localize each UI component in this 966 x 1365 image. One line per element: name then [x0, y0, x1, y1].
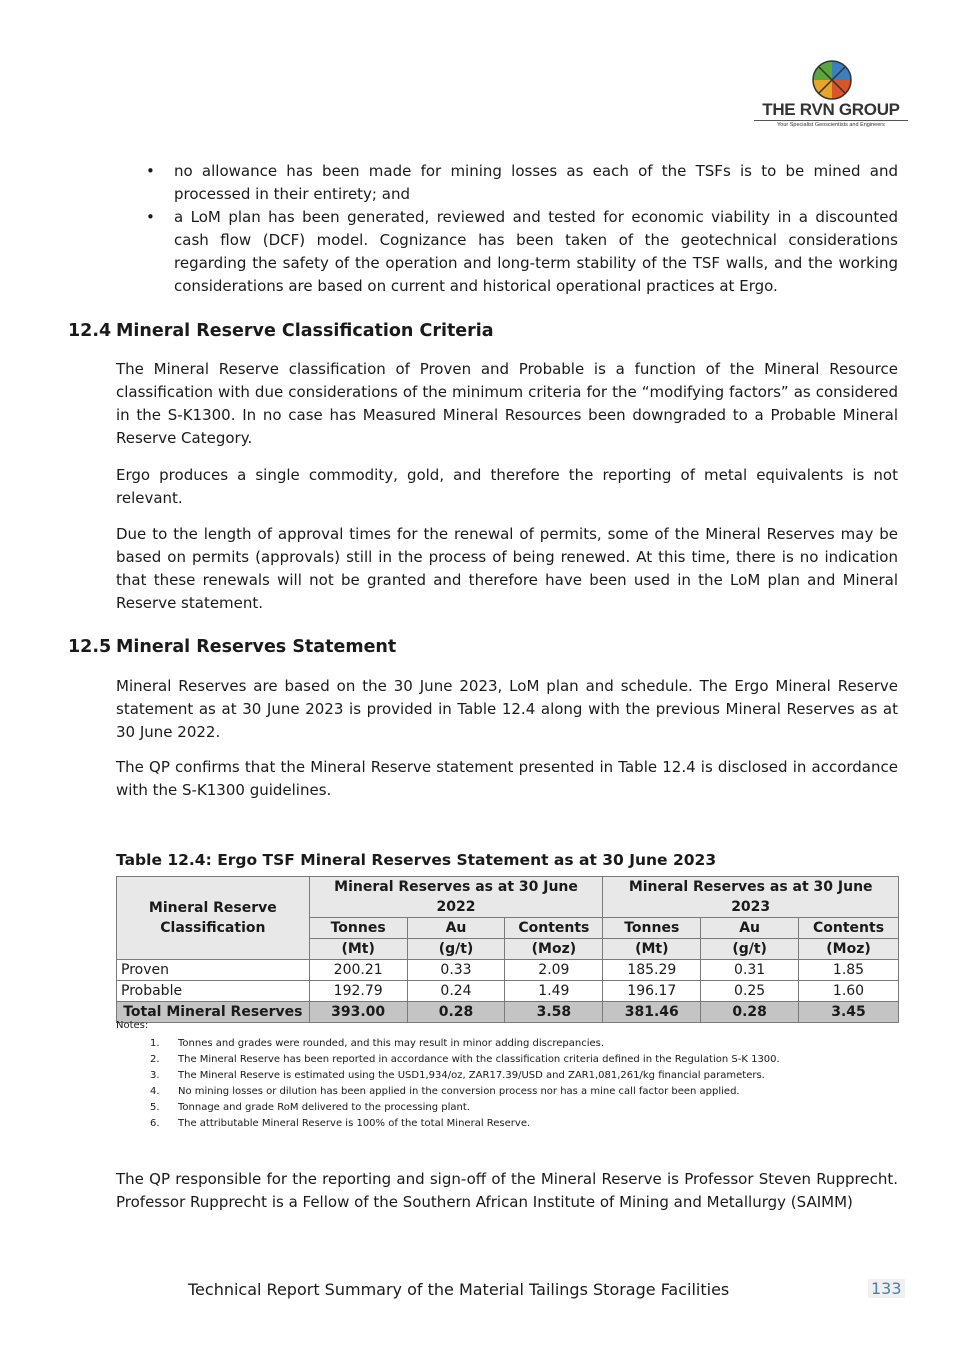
row-label: Proven [117, 960, 310, 981]
paragraph: The QP responsible for the reporting and sign-off of the Mineral Reserve is Professor Steven Rupprecht. Professor Rupprecht is a Fellow of the Southern African Institute of Mining and Metallurgy (SAIMM) [116, 1170, 898, 1211]
bullet-text: a LoM plan has been generated, reviewed and tested for economic viability in a discounted cash flow (DCF) model. Cognizance has been taken of the geotechnical considerations regarding the safety of the operation and long-term stability of the TSF walls, and the working considerations are based on current and historical operational practices at Ergo. [174, 208, 898, 295]
footer-title: Technical Report Summary of the Material Tailings Storage Facilities [188, 1280, 730, 1299]
paragraph: Ergo produces a single commodity, gold, and therefore the reporting of metal equivalents is not relevant. [116, 466, 898, 507]
column-unit: (Mt) [309, 939, 407, 960]
column-header: Tonnes [603, 918, 701, 939]
note-item: 3. The Mineral Reserve is estimated using the USD1,934/oz, ZAR17.39/USD and ZAR1,081,261/kg financial parameters. [150, 1070, 765, 1081]
note-item: 6. The attributable Mineral Reserve is 100% of the total Mineral Reserve. [150, 1118, 531, 1129]
paragraph: Mineral Reserves are based on the 30 June 2023, LoM plan and schedule. The Ergo Mineral Reserve statement as at 30 June 2023 is provided in Table 12.4 along with the previous Mineral Reserves as at 30 June 2022. [116, 677, 898, 741]
logo-circle-icon [752, 60, 912, 102]
classification-header: Mineral Reserve Classification [117, 877, 310, 960]
section-number: 12.4 [68, 321, 112, 341]
table-header-row [117, 877, 899, 918]
group-header-2023: Mineral Reserves as at 30 June 2023 [603, 877, 899, 918]
column-header: Tonnes [309, 918, 407, 939]
table-cell: 0.28 [701, 1002, 799, 1023]
note-text: The Mineral Reserve is estimated using the USD1,934/oz, ZAR17.39/USD and ZAR1,081,261/kg financial parameters. [178, 1070, 765, 1081]
logo-divider [754, 120, 908, 121]
table-cell: 196.17 [603, 981, 701, 1002]
page-number: 133 [868, 1279, 905, 1298]
table-cell: 2.09 [505, 960, 603, 981]
bullet-icon: • [146, 208, 155, 226]
bullet-list [146, 160, 898, 298]
table-row [117, 960, 899, 981]
note-item: 5. Tonnage and grade RoM delivered to the processing plant. [150, 1102, 470, 1113]
table-cell: 0.31 [701, 960, 799, 981]
table-cell: 200.21 [309, 960, 407, 981]
note-item: 1. Tonnes and grades were rounded, and this may result in minor adding discrepancies. [150, 1038, 605, 1049]
column-unit: (g/t) [701, 939, 799, 960]
column-unit: (g/t) [407, 939, 505, 960]
row-label: Probable [117, 981, 310, 1002]
bullet-item [146, 160, 898, 206]
column-header: Contents [799, 918, 899, 939]
section-title: Mineral Reserves Statement [116, 637, 397, 657]
table-cell: 0.25 [701, 981, 799, 1002]
table-row [117, 981, 899, 1002]
note-text: Tonnage and grade RoM delivered to the processing plant. [178, 1102, 470, 1113]
bullet-text: no allowance has been made for mining losses as each of the TSFs is to be mined and processed in their entirety; and [174, 162, 898, 203]
table-cell: 0.28 [407, 1002, 505, 1023]
table-cell: 3.58 [505, 1002, 603, 1023]
notes-list [150, 1036, 780, 1132]
company-logo [752, 60, 912, 130]
section-title: Mineral Reserve Classification Criteria [116, 321, 494, 341]
paragraph: The Mineral Reserve classification of Proven and Probable is a function of the Mineral Resource classification with due considerations of the minimum criteria for the “modifying factors” as considered in the S-K1300. In no case has Measured Mineral Resources been downgraded to a Probable Mineral Reserve Category. [116, 360, 898, 447]
paragraph: The QP confirms that the Mineral Reserve statement presented in Table 12.4 is disclosed in accordance with the S-K1300 guidelines. [116, 758, 898, 799]
section-heading-12-5 [68, 637, 396, 657]
note-item: 2. The Mineral Reserve has been reported in accordance with the classification criteria defined in the Regulation S-K 1300. [150, 1054, 780, 1065]
table-cell: 0.33 [407, 960, 505, 981]
section-number: 12.5 [68, 637, 112, 657]
table-cell: 1.60 [799, 981, 899, 1002]
column-header: Au [701, 918, 799, 939]
column-unit: (Moz) [505, 939, 603, 960]
column-unit: (Mt) [603, 939, 701, 960]
section-heading-12-4 [68, 321, 494, 341]
bullet-icon: • [146, 162, 155, 180]
column-unit: (Moz) [799, 939, 899, 960]
note-item: 4. No mining losses or dilution has been applied in the conversion process nor has a mine call factor been applied. [150, 1086, 740, 1097]
table-cell: 0.24 [407, 981, 505, 1002]
table-caption: Table 12.4: Ergo TSF Mineral Reserves Statement as at 30 June 2023 [116, 851, 717, 869]
column-header: Contents [505, 918, 603, 939]
bullet-item [146, 206, 898, 298]
table-cell: 393.00 [309, 1002, 407, 1023]
table-cell: 185.29 [603, 960, 701, 981]
table-cell: 1.49 [505, 981, 603, 1002]
note-text: No mining losses or dilution has been applied in the conversion process nor has a mine call factor been applied. [178, 1086, 740, 1097]
column-header: Au [407, 918, 505, 939]
table-cell: 1.85 [799, 960, 899, 981]
paragraph: Due to the length of approval times for the renewal of permits, some of the Mineral Reserves may be based on permits (approvals) still in the process of being renewed. At this time, there is no indication that these renewals will not be granted and therefore have been used in the LoM plan and Mineral Reserve statement. [116, 525, 898, 612]
table-cell: 3.45 [799, 1002, 899, 1023]
note-text: The Mineral Reserve has been reported in accordance with the classification criteria defined in the Regulation S-K 1300. [178, 1054, 780, 1065]
table-total-row [117, 1002, 899, 1023]
mineral-reserves-table [116, 876, 899, 1023]
note-text: Tonnes and grades were rounded, and this may result in minor adding discrepancies. [178, 1038, 605, 1049]
logo-tagline: Your Specialist Geoscientists and Engineers [777, 122, 885, 128]
row-label: Total Mineral Reserves [117, 1002, 310, 1023]
table-cell: 381.46 [603, 1002, 701, 1023]
notes-title: Notes: [116, 1020, 149, 1031]
note-text: The attributable Mineral Reserve is 100% of the total Mineral Reserve. [178, 1118, 531, 1129]
table-cell: 192.79 [309, 981, 407, 1002]
logo-name: THE RVN GROUP [762, 100, 900, 119]
group-header-2022: Mineral Reserves as at 30 June 2022 [309, 877, 603, 918]
